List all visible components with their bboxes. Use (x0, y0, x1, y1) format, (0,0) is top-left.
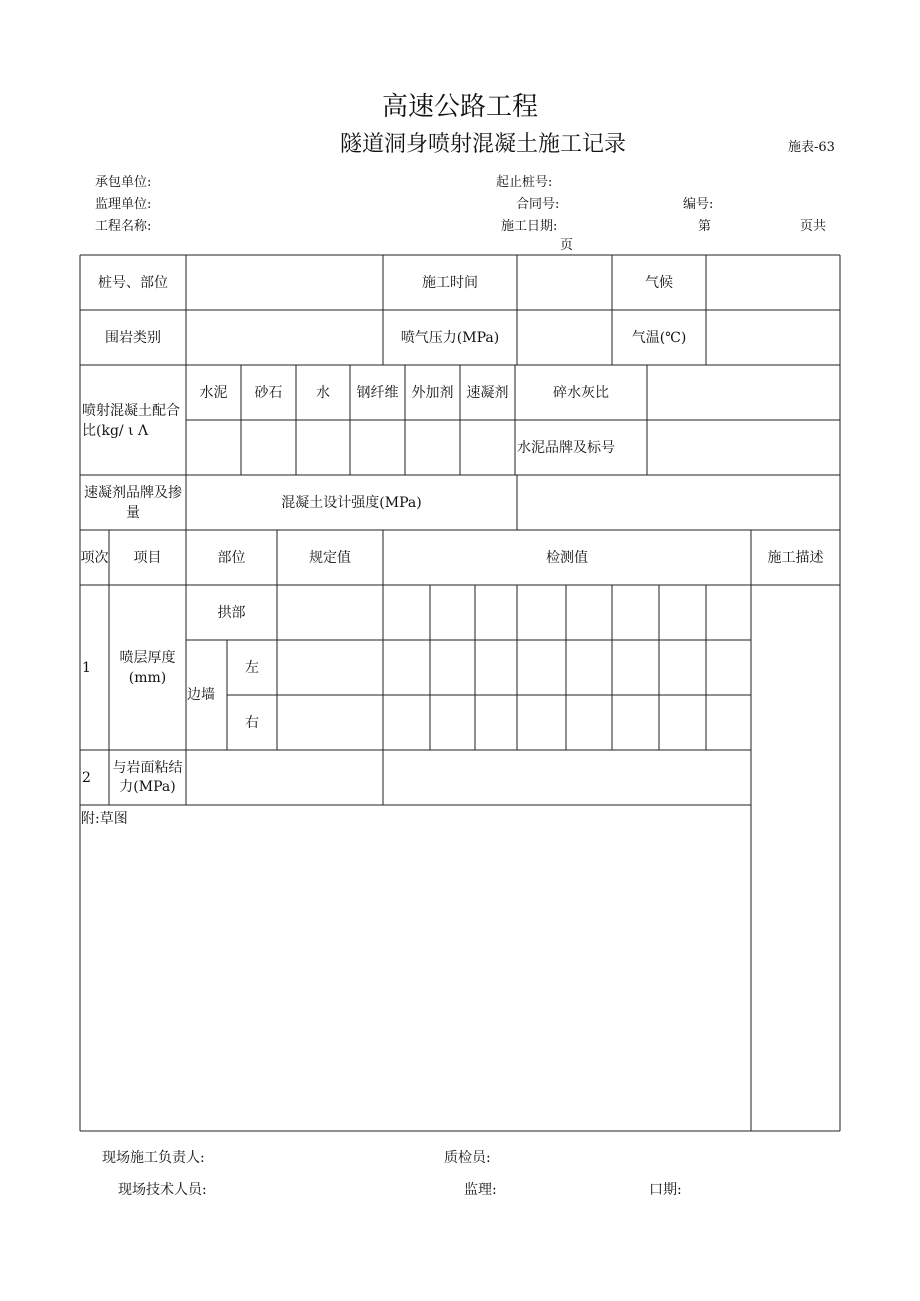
row1-number: 1 (82, 659, 91, 676)
side-wall-label: 边墙 (187, 687, 215, 703)
measured-value-header: 检测值 (546, 549, 588, 566)
serial-no-label: 编号: (683, 197, 714, 212)
mix-col-cement: 水泥 (199, 384, 228, 401)
item-header: 项目 (133, 549, 162, 566)
mix-col-aggregate: 砂石 (254, 384, 283, 401)
sketch-label: 附:草图 (81, 811, 128, 827)
accelerator-brand-label: 速凝剂品牌及掺量 (84, 484, 182, 521)
project-name-label: 工程名称: (95, 219, 152, 234)
spec-value-header: 规定值 (309, 549, 351, 566)
left-wall-label: 左 (245, 659, 259, 676)
date-label: 口期: (649, 1182, 682, 1198)
right-wall-label: 右 (245, 714, 259, 731)
inspector-label: 质检员: (444, 1150, 491, 1166)
station-range-label: 起止桩号: (496, 175, 553, 190)
page-title: 高速公路工程 (381, 92, 538, 122)
air-temp-label: 气温(℃) (631, 329, 687, 346)
mix-col-accelerator: 速凝剂 (466, 384, 509, 401)
part-header: 部位 (217, 549, 246, 566)
row2-item: 与岩面粘结力(MPa) (112, 759, 183, 795)
air-pressure-label: 喷气压力(MPa) (400, 329, 500, 346)
row1-item: 喷层厚度(mm) (119, 649, 176, 686)
row2-number: 2 (82, 769, 91, 786)
rock-class-label: 围岩类别 (105, 329, 161, 346)
contract-no-label: 合同号: (516, 197, 560, 212)
construction-date-label: 施工日期: (501, 219, 558, 234)
page-number-label: 第 (698, 219, 712, 234)
construction-time-label: 施工时间 (422, 274, 478, 291)
item-no-header: 项次 (80, 549, 109, 566)
mix-col-admixture: 外加剂 (411, 384, 454, 401)
form-title: 隧道洞身喷射混凝土施工记录 (340, 132, 627, 157)
cement-brand-label: 水泥品牌及标号 (517, 439, 615, 456)
contractor-label: 承包单位: (95, 175, 152, 190)
page-unit-label: 页 (560, 238, 574, 253)
form-number: 施表-63 (788, 140, 835, 155)
station-part-label: 桩号、部位 (98, 274, 168, 291)
mix-col-steel-fiber: 钢纤维 (356, 384, 399, 401)
weather-label: 气候 (645, 274, 673, 291)
page-total-label: 页共 (800, 219, 827, 234)
arch-label: 拱部 (217, 604, 246, 621)
site-tech-label: 现场技术人员: (118, 1182, 207, 1198)
design-strength-label: 混凝土设计强度(MPa) (281, 494, 422, 511)
construction-desc-header: 施工描述 (767, 549, 824, 566)
mix-col-water: 水 (316, 384, 330, 401)
site-manager-label: 现场施工负责人: (102, 1150, 205, 1166)
water-cement-ratio-label: 碎水灰比 (553, 384, 609, 401)
mix-ratio-label: 喷射混凝土配合比(kg/ ι Λ (82, 403, 180, 439)
station-part-value (186, 255, 383, 310)
supervision-label: 监理: (464, 1182, 497, 1198)
supervisor-label: 监理单位: (95, 197, 152, 212)
